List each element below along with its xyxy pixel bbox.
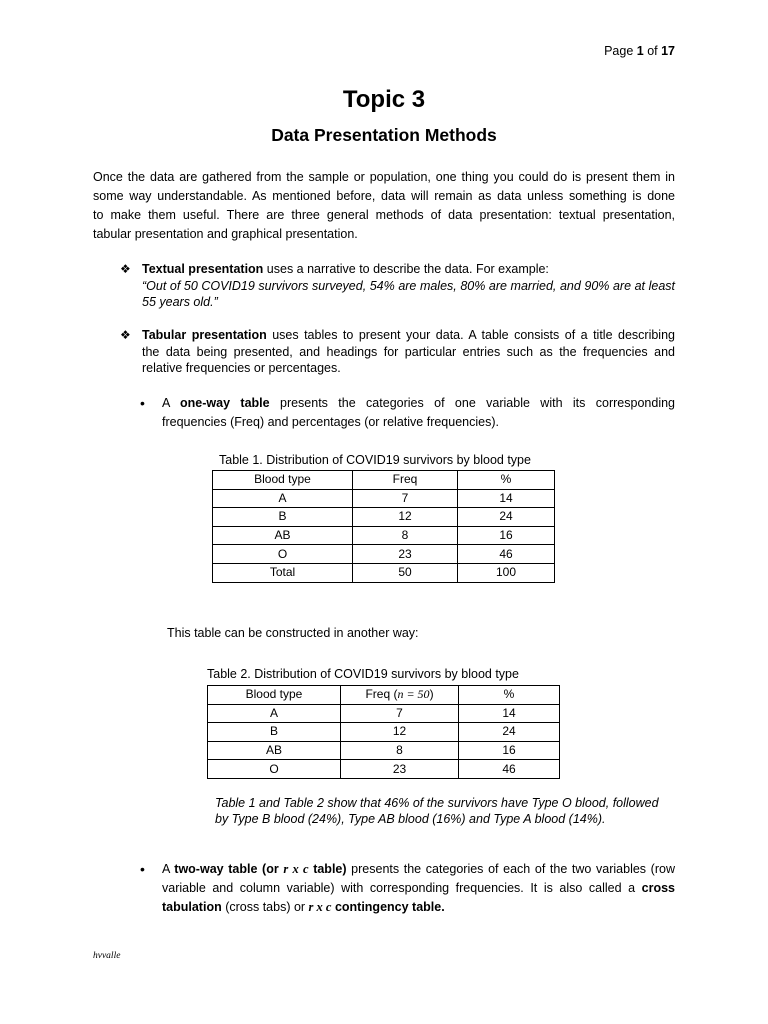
tabular-presentation-item: ❖ Tabular presentation uses tables to present your data. A table consists of a title describing the data being presented, and headings for particular entries such as the frequencies and relative frequencies or percentages. bbox=[120, 328, 675, 375]
table-cell: 23 bbox=[353, 545, 458, 564]
table-cell: 7 bbox=[353, 489, 458, 508]
page-subtitle: Data Presentation Methods bbox=[271, 125, 497, 145]
table-header-cell: Blood type bbox=[213, 471, 353, 490]
table-cell: O bbox=[208, 760, 341, 779]
table-cell: 50 bbox=[353, 563, 458, 582]
diamond-bullet-icon: ❖ bbox=[120, 328, 131, 342]
table-cell: 14 bbox=[459, 704, 560, 723]
table2-caption: Table 2. Distribution of COVID19 survivors by blood type bbox=[207, 667, 519, 681]
table-cell: B bbox=[213, 508, 353, 527]
table-header-cell: Freq bbox=[353, 471, 458, 490]
table-header-cell: % bbox=[458, 471, 555, 490]
table-header-row bbox=[213, 471, 555, 490]
table-cell: 12 bbox=[341, 723, 459, 742]
table-cell: 16 bbox=[458, 526, 555, 545]
table-cell: 8 bbox=[353, 526, 458, 545]
math-r-x-c: r x c bbox=[283, 862, 309, 876]
table-cell: O bbox=[213, 545, 353, 564]
textual-presentation-item: ❖ Textual presentation uses a narrative to describe the data. For example: “Out of 50 COVID19 survivors surveyed, 54% are males, 80% are married, and 90% are at least 55 years old.” bbox=[120, 262, 675, 309]
dot-bullet-icon: • bbox=[140, 861, 145, 877]
page-number: Page 1 of 17 bbox=[604, 44, 675, 58]
table-cell: AB bbox=[213, 526, 353, 545]
table-cell: Total bbox=[213, 563, 353, 582]
math-r-x-c: r x c bbox=[308, 900, 332, 914]
table-row bbox=[213, 545, 555, 564]
table-cell: 100 bbox=[458, 563, 555, 582]
table-cell: 24 bbox=[459, 723, 560, 742]
table-row bbox=[213, 508, 555, 527]
table2 bbox=[207, 685, 560, 779]
table-header-cell: Freq (n = 50) bbox=[341, 686, 459, 705]
table-cell: 46 bbox=[459, 760, 560, 779]
diamond-bullet-icon: ❖ bbox=[120, 262, 131, 276]
two-way-table-item: • A two-way table (or r x c table) presents the categories of each of the two variables (row variable and column variable) with corresponding frequencies. It is also called a cross tabulation (cross tabs) or r x c contingency table. bbox=[140, 861, 675, 914]
table-cell: 12 bbox=[353, 508, 458, 527]
table-cell: B bbox=[208, 723, 341, 742]
table-row bbox=[208, 741, 560, 760]
table-row bbox=[213, 489, 555, 508]
another-way-text: This table can be constructed in another way: bbox=[167, 626, 419, 640]
table-header-row bbox=[208, 686, 560, 705]
page-title: Topic 3 bbox=[342, 86, 426, 113]
table-cell: 23 bbox=[341, 760, 459, 779]
table-row bbox=[213, 526, 555, 545]
table-row bbox=[208, 723, 560, 742]
table-cell: A bbox=[208, 704, 341, 723]
table-row bbox=[213, 563, 555, 582]
table-cell: 8 bbox=[341, 741, 459, 760]
dot-bullet-icon: • bbox=[140, 395, 145, 411]
table1 bbox=[212, 470, 555, 583]
table-header-cell: Blood type bbox=[208, 686, 341, 705]
table-cell: AB bbox=[208, 741, 341, 760]
math-n-equals-50: n = 50 bbox=[397, 687, 430, 702]
tables-summary-note: Table 1 and Table 2 show that 46% of the survivors have Type O blood, followed by Type B blood (24%), Type AB blood (16%) and Type A blood (14%). bbox=[215, 796, 659, 826]
table-cell: A bbox=[213, 489, 353, 508]
table-cell: 24 bbox=[458, 508, 555, 527]
table-row bbox=[208, 704, 560, 723]
table-cell: 16 bbox=[459, 741, 560, 760]
one-way-table-item: • A one-way table presents the categories of one variable with its corresponding frequencies (Freq) and percentages (or relative frequencies). bbox=[140, 395, 676, 429]
table-cell: 46 bbox=[458, 545, 555, 564]
table-cell: 14 bbox=[458, 489, 555, 508]
footer-author: hvvalle bbox=[93, 951, 121, 961]
table1-caption: Table 1. Distribution of COVID19 survivors by blood type bbox=[219, 453, 531, 467]
intro-paragraph: Once the data are gathered from the sample or population, one thing you could do is present them in some way understandable. As mentioned before, data will remain as data unless something is done to make them useful. There are three general methods of data presentation: textual presentation, tabular presentation and graphical presentation. bbox=[93, 170, 675, 241]
table-header-cell: % bbox=[459, 686, 560, 705]
table-row bbox=[208, 760, 560, 779]
table-cell: 7 bbox=[341, 704, 459, 723]
